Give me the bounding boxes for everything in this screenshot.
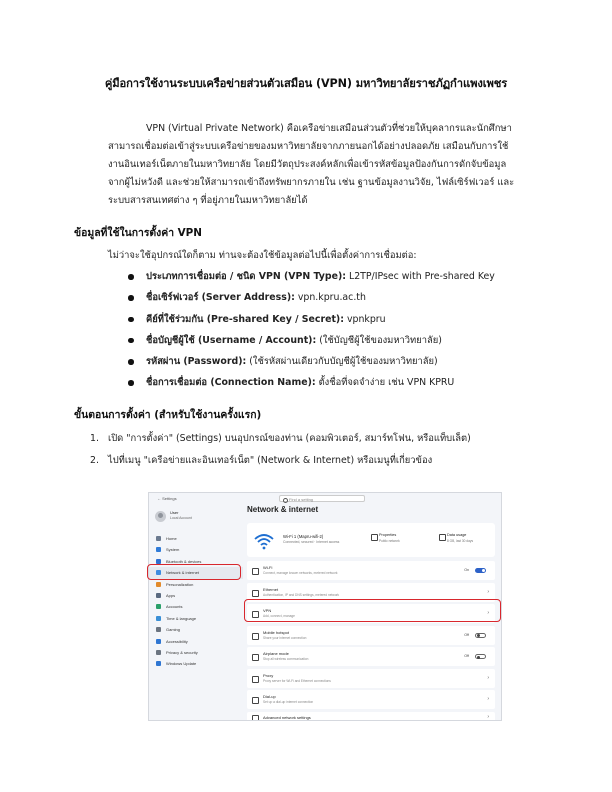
toggle-switch[interactable] — [475, 568, 486, 573]
sidebar-item[interactable] — [149, 658, 243, 669]
bullet-icon — [128, 274, 134, 280]
settings-row-label: Advanced network settings — [263, 715, 311, 720]
sidebar-item-label: Personalization — [166, 581, 194, 587]
chevron-right-icon: › — [487, 714, 489, 720]
list-item: ประเภทการเชื่อมต่อ / ชนิด VPN (VPN Type): L2TP/IPsec with Pre-shared Key — [128, 268, 548, 289]
gaming-icon — [156, 627, 161, 632]
data-usage-icon — [439, 534, 446, 541]
properties-icon — [371, 534, 378, 541]
toggle-switch[interactable] — [475, 633, 486, 638]
update-icon — [156, 661, 161, 666]
sidebar-item-label: Bluetooth & devices — [166, 558, 202, 564]
bullet-icon — [128, 359, 134, 365]
chevron-right-icon: › — [487, 610, 489, 616]
sidebar-item[interactable] — [149, 579, 243, 590]
intro-paragraph — [108, 120, 540, 210]
intro-line: จากผู้ไม่หวังดี และช่วยให้สามารถเข้าถึงทรัพยากรภายใน เช่น ฐานข้อมูลงานวิจัย, ไฟล์เซิร์ฟเวอร์ และ — [108, 177, 515, 188]
sidebar-item[interactable] — [149, 544, 243, 555]
proxy-icon — [252, 676, 259, 683]
settings-row-label: Mobile hotspot — [263, 629, 290, 635]
properties-sub: Public network — [379, 539, 400, 543]
sidebar-item-label: Accounts — [166, 604, 183, 610]
highlight-network-internet — [147, 564, 241, 580]
settings-row[interactable] — [247, 561, 495, 580]
settings-row-label: Proxy — [263, 672, 274, 678]
bullet-icon — [128, 295, 134, 301]
settings-row-label: Airplane mode — [263, 651, 289, 656]
sidebar-item-label: Time & language — [166, 615, 197, 621]
settings-row-label: VPN — [263, 608, 272, 613]
settings-row-description: Share your internet connection — [263, 635, 307, 640]
advanced-icon — [252, 715, 259, 721]
intro-line: สามารถเชื่อมต่อเข้าสู่ระบบเครือข่ายของมหาวิทยาลัยจากภายนอกได้อย่างปลอดภัย เสมือนกับการใช้ — [108, 141, 509, 152]
sidebar-item[interactable] — [149, 601, 243, 612]
sidebar-item-label: Accessibility — [166, 638, 188, 644]
sidebar-item-label: Windows Update — [166, 661, 197, 667]
home-icon — [156, 536, 161, 541]
settings-row-label: Dial-up — [263, 694, 276, 699]
properties-link: Properties — [379, 533, 397, 537]
hotspot-icon — [252, 633, 259, 640]
sidebar-item[interactable] — [149, 613, 243, 624]
list-item: คีย์ที่ใช้ร่วมกัน (Pre-shared Key / Secret): vpnkpru — [128, 311, 548, 332]
list-item: ชื่อบัญชีผู้ใช้ (Username / Account): (ใช้บัญชีผู้ใช้ของมหาวิทยาลัย) — [128, 332, 548, 353]
settings-row[interactable] — [247, 690, 495, 709]
wifi-icon — [253, 530, 275, 552]
settings-row[interactable] — [247, 712, 495, 722]
ethernet-icon — [252, 590, 259, 597]
sidebar-item[interactable] — [149, 624, 243, 635]
chevron-right-icon: › — [487, 674, 489, 681]
settings-row-description: Authentication, IP and DNS settings, metered network — [263, 592, 340, 597]
list-item: ชื่อเซิร์ฟเวอร์ (Server Address): vpn.kpru.ac.th — [128, 289, 548, 310]
settings-row-label: Wi-Fi — [263, 565, 273, 570]
bullet-icon — [128, 317, 134, 323]
settings-nav — [149, 533, 243, 670]
section-heading-vpn-info: ข้อมูลที่ใช้ในการตั้งค่า VPN — [74, 227, 202, 239]
user-name: User — [170, 510, 179, 515]
settings-row[interactable] — [247, 626, 495, 645]
search-icon — [283, 498, 288, 503]
highlight-vpn-row — [244, 599, 501, 622]
document-page: คู่มือการใช้งานระบบเครือข่ายส่วนตัวเสมือน (VPN) มหาวิทยาลัยราชภัฏกำแพงเพชร VPN (Virtual Private Network) คือเครือข่ายเสมือนส่วนตัวที่ช่วยให้บุคลากรและนักศึกษา สามารถเชื่อมต่อเข้าสู่ระบบเครือข่ายของมหาวิทยาลัยจากภายนอกได้อย่างปลอดภัย เสมือนกับการใช้ งานอินเทอร์เน็ตภายในมหาวิทยาลัย โดยมีวัตถุประสงค์หลักเพื่อเข้ารหัสข้อมูลป้องกันการดักจับข้อมูล จากผู้ไม่หวังดี และช่วยให้สามารถเข้าถึงทรัพยากรภายใน เช่น ฐานข้อมูลงานวิจัย, ไฟล์เซิร์ฟเวอร์ และ ระบบสารสนเทศต่าง ๆ ที่อยู่ภายในมหาวิทยาลัยได้ ข้อมูลที่ใช้ในการตั้งค่า VPN ไม่ว่าจะใช้อุปกรณ์ใดก็ตาม ท่านจะต้องใช้ข้อมูลต่อไปนี้เพื่อตั้งค่าการเชื่อมต่อ: ประเภทการเชื่อมต่อ / ชนิด VPN (VPN Type): L2TP/IPsec with Pre-shared Key ชื่อเซิร์ฟเวอร์ (Server Address): vpn.kpru.ac.th คีย์ที่ใช้ร่วมกัน (Pre-shared Key / Secret): vpnkpru ชื่อบัญชีผู้ใช้ (Username / Account): (ใช้บัญชีผู้ใช้ของมหาวิทยาลัย) รหัสผ่าน (Password): (ใช้รหัสผ่านเดียวกับบัญชีผู้ใช้ของมหาวิทยาลัย) ชื่อการเชื่อมต่อ (Connection Name): ตั้งชื่อที่จดจำง่าย เช่น VPN KPRU ขั้นตอนการตั้งค่า (สำหรับใช้งานครั้งแรก) 1. เปิด "การตั้งค่า" (Settings) บนอุปกรณ์ของท่าน (คอมพิวเตอร์, สมาร์ทโฟน, หรือแท็บเล็ต) 2. ไปที่เมนู "เครือข่ายและอินเทอร์เน็ต" (Network & Internet) หรือเมนูที่เกี่ยวข้อง ← Settings User Local Account Home System Bluetooth & devices Network & internet Personalization Apps Accounts Time & language Gaming Accessibility Privacy & security Windows Update Find a setting Network & internet Wi-Fi 1 (Mapru-wifi-2) Connected, secured · Internet access Properties Public network Data usage 8 GB, last 30 days Wi-Fi Connect, manage known networks, metered network On Ethernet Authentication, IP and DNS settings, metered network › VPN Add, connect, manage › Mobile hotspot Share your internet connection Off Airplane mode Stop all wireless communication Off Proxy Proxy server for Wi-Fi and Ethernet connections › Dial-up Set up a dial-up internet connection › Advanced network settings › — [0, 0, 612, 792]
sidebar-item-label: Network & internet — [166, 570, 199, 576]
network-status-card — [247, 523, 495, 557]
chevron-right-icon: › — [487, 696, 489, 702]
chevron-right-icon: › — [487, 588, 489, 595]
wifi-icon — [252, 568, 259, 575]
search-input: Find a setting — [279, 495, 365, 502]
bullet-icon — [128, 338, 134, 344]
sidebar-item[interactable] — [149, 647, 243, 658]
settings-crumb: ← Settings — [157, 496, 177, 501]
vpn-settings-list — [128, 268, 548, 396]
settings-row-description: Add, connect, manage — [263, 614, 295, 618]
toggle-state-label: On — [464, 568, 469, 572]
bullet-icon — [128, 380, 134, 386]
section-heading-setup-steps: ขั้นตอนการตั้งค่า (สำหรับใช้งานครั้งแรก) — [74, 409, 262, 421]
avatar — [155, 511, 166, 522]
airplane-icon — [252, 654, 259, 661]
system-icon — [156, 547, 161, 552]
network-status: Connected, secured · Internet access — [283, 540, 340, 544]
list-item: รหัสผ่าน (Password): (ใช้รหัสผ่านเดียวกับบัญชีผู้ใช้ของมหาวิทยาลัย) — [128, 353, 548, 374]
settings-row-description: Connect, manage known networks, metered network — [263, 571, 338, 575]
sidebar-item[interactable] — [149, 590, 243, 601]
toggle-state-label: Off — [464, 632, 469, 637]
user-account: Local Account — [170, 516, 192, 520]
settings-row-description: Stop all wireless communication — [263, 657, 309, 661]
toggle-state-label: Off — [464, 654, 469, 658]
accounts-icon — [156, 604, 161, 609]
data-usage-sub: 8 GB, last 30 days — [447, 539, 474, 543]
settings-row-label: Ethernet — [263, 586, 279, 592]
sidebar-item-label: Apps — [166, 592, 176, 598]
shield-icon — [156, 650, 161, 655]
list-item: ชื่อการเชื่อมต่อ (Connection Name): ตั้งชื่อที่จดจำง่าย เช่น VPN KPRU — [128, 374, 548, 395]
sidebar-item-label: Gaming — [166, 627, 181, 633]
data-usage-link: Data usage — [447, 533, 467, 537]
settings-sidebar — [149, 493, 243, 720]
intro-line: ระบบสารสนเทศต่าง ๆ ที่อยู่ภายในมหาวิทยาลัยได้ — [108, 195, 308, 206]
document-title: คู่มือการใช้งานระบบเครือข่ายส่วนตัวเสมือน (VPN) มหาวิทยาลัยราชภัฏกำแพงเพชร — [104, 77, 508, 90]
sidebar-item-label: System — [166, 547, 180, 553]
intro-line: VPN (Virtual Private Network) คือเครือข่ายเสมือนส่วนตัวที่ช่วยให้บุคลากรและนักศึกษา — [146, 123, 512, 134]
settings-row-description: Set up a dial-up internet connection — [263, 700, 314, 704]
accessibility-icon — [156, 639, 161, 644]
sidebar-item-label: Privacy & security — [166, 649, 198, 655]
sidebar-item[interactable] — [149, 636, 243, 647]
sidebar-item[interactable] — [149, 533, 243, 544]
page-title: Network & internet — [247, 505, 319, 514]
network-name: Wi-Fi 1 (Mapru-wifi-2) — [283, 534, 324, 539]
section-intro: ไม่ว่าจะใช้อุปกรณ์ใดก็ตาม ท่านจะต้องใช้ข้อมูลต่อไปนี้เพื่อตั้งค่าการเชื่อมต่อ: — [108, 250, 417, 261]
dialup-icon — [252, 697, 259, 704]
settings-row[interactable] — [247, 647, 495, 666]
sidebar-item-label: Home — [166, 536, 177, 541]
settings-row-description: Proxy server for Wi-Fi and Ethernet connections — [263, 678, 331, 683]
brush-icon — [156, 582, 161, 587]
intro-line: งานอินเทอร์เน็ตภายในมหาวิทยาลัย โดยมีวัตถุประสงค์หลักเพื่อเข้ารหัสข้อมูลป้องกันการดักจับข้อมูล — [108, 159, 507, 170]
settings-row[interactable] — [247, 669, 495, 688]
clock-icon — [156, 616, 161, 621]
apps-icon — [156, 593, 161, 598]
toggle-switch[interactable] — [475, 654, 486, 659]
